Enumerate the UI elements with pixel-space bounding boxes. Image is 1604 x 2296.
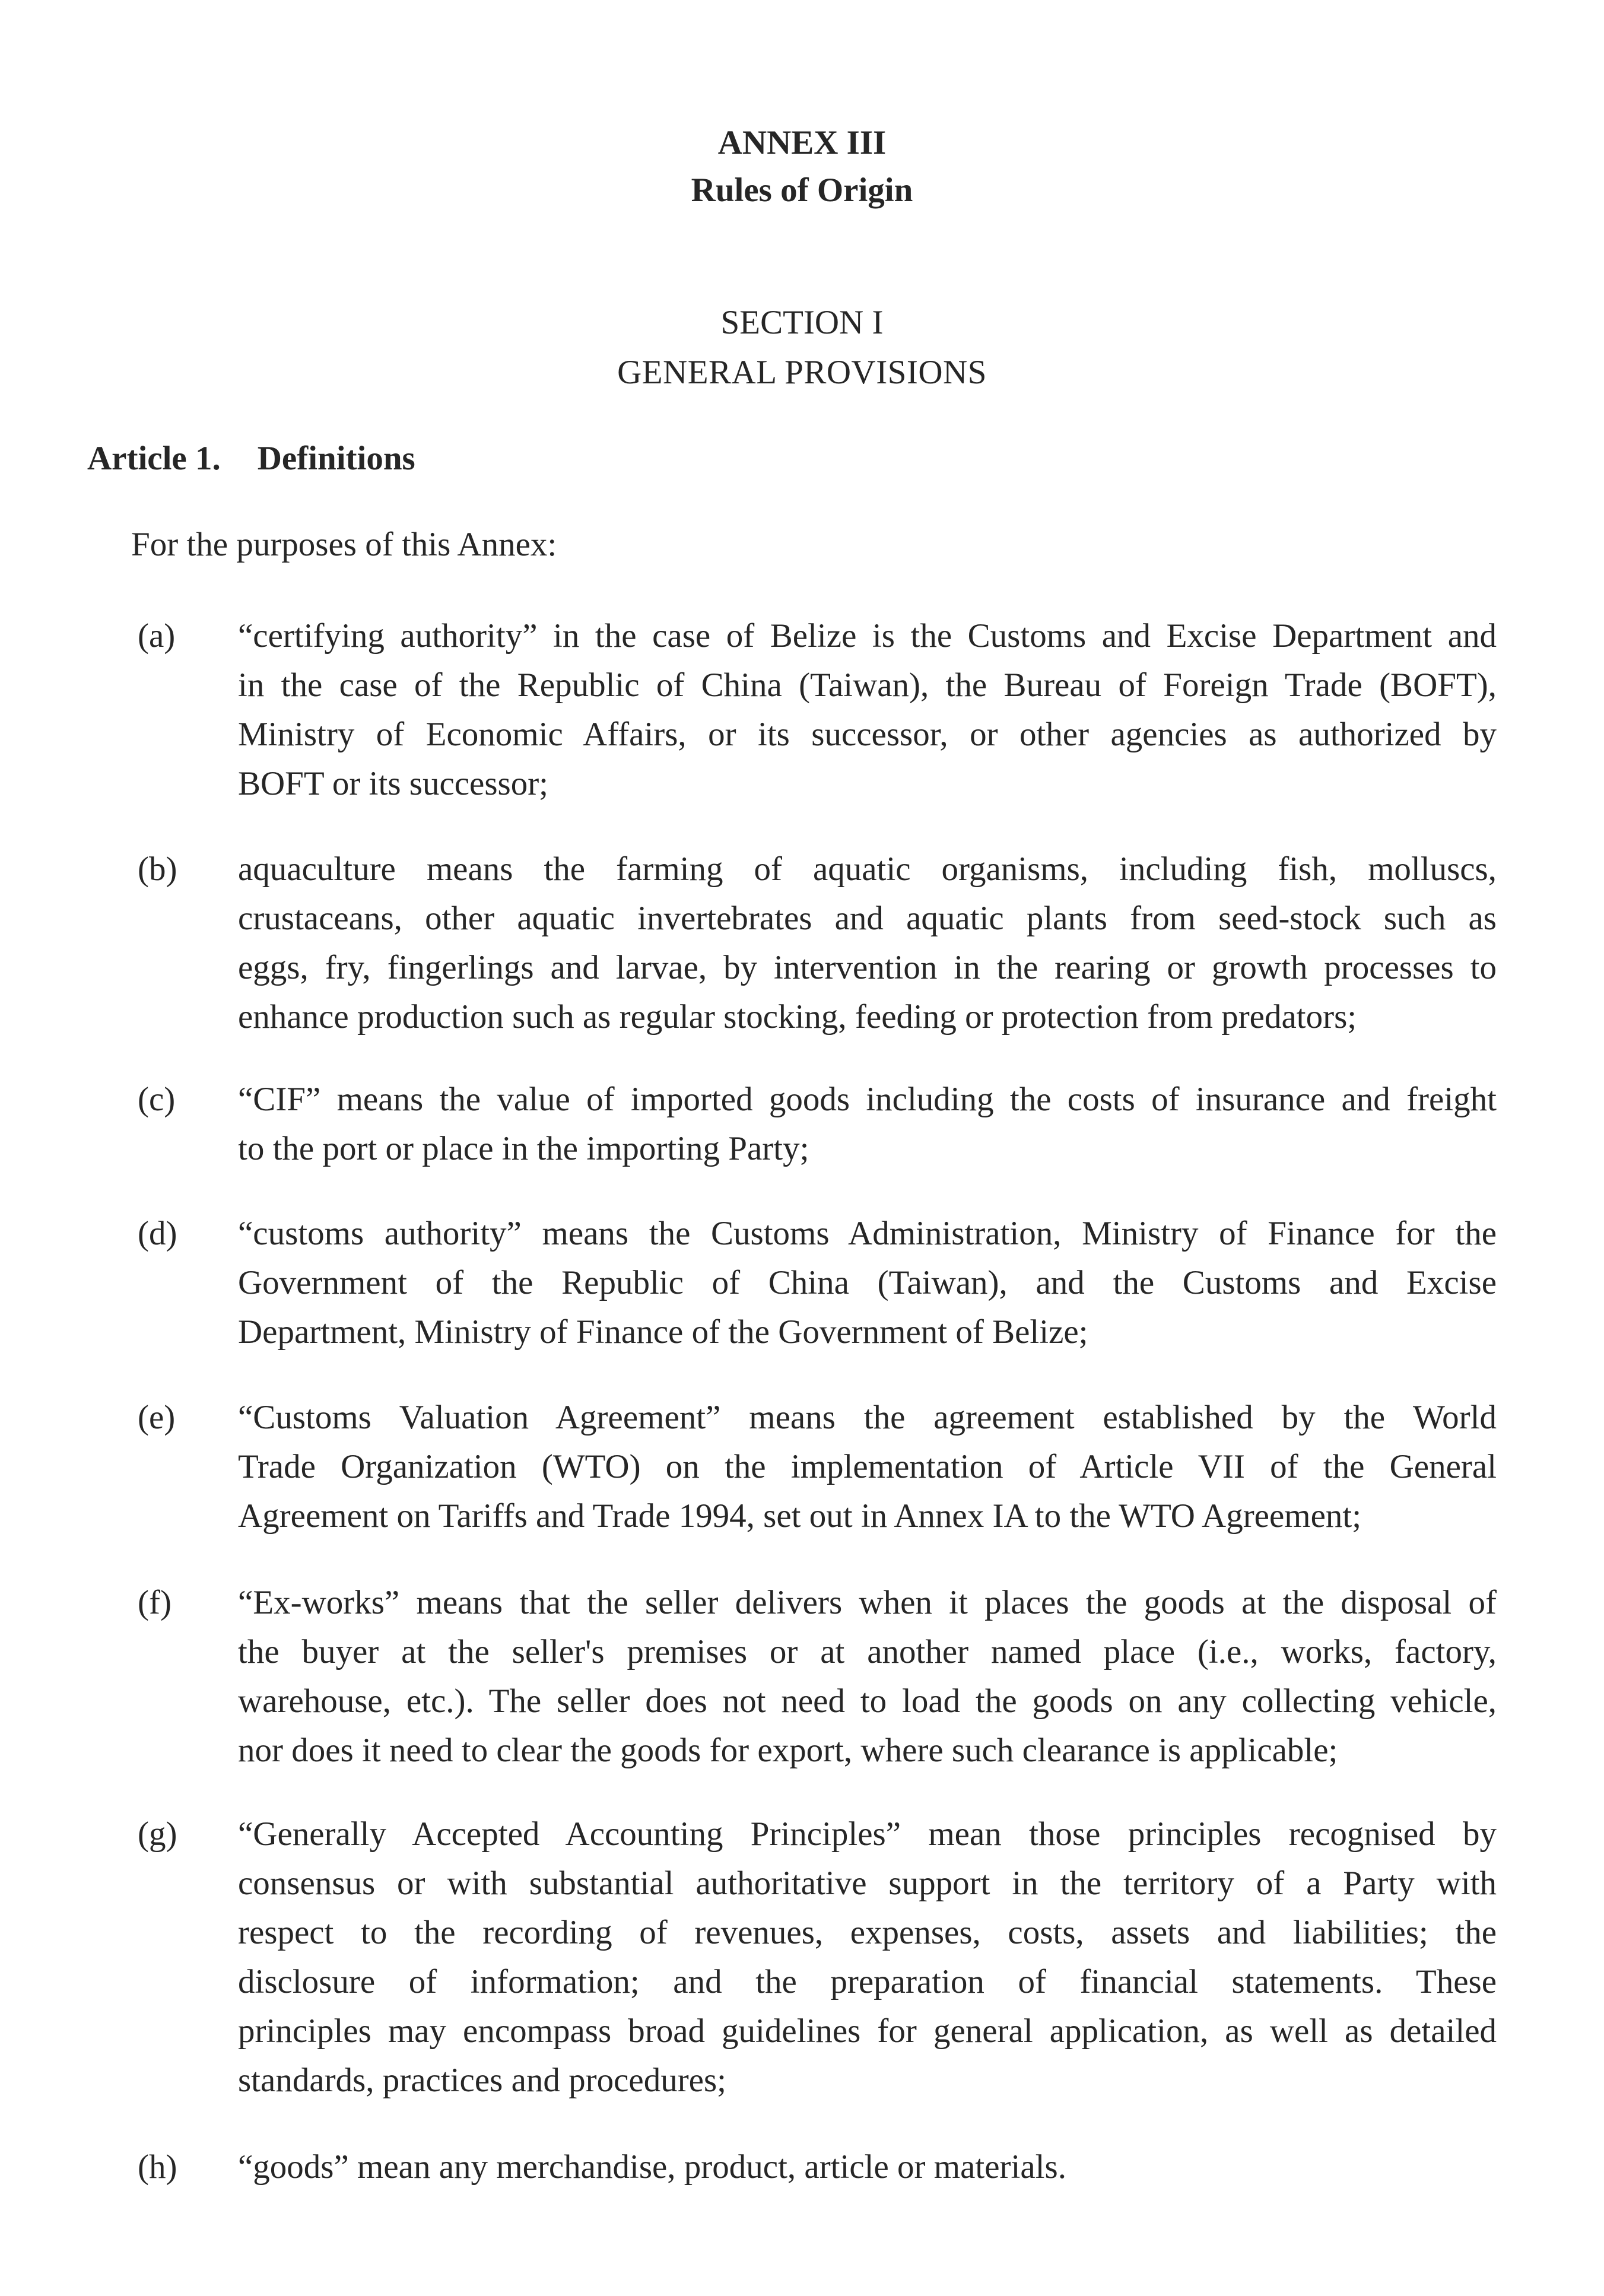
- definition-text-line: “Generally Accepted Accounting Principles” mean those principles recognised by: [238, 1815, 1497, 1853]
- definition-text-line: “goods” mean any merchandise, product, article or materials.: [238, 2148, 1066, 2186]
- definition-text-line: “certifying authority” in the case of Belize is the Customs and Excise Department and: [238, 617, 1497, 655]
- definition-text: [238, 1075, 1497, 1173]
- definition-text-line: the buyer at the seller's premises or at another named place (i.e., works, factory,: [238, 1633, 1497, 1671]
- annex-subtitle: Rules of Origin: [691, 172, 913, 209]
- definition-text-line: Agreement on Tariffs and Trade 1994, set out in Annex IA to the WTO Agreement;: [238, 1497, 1362, 1535]
- section-number: SECTION I: [720, 304, 884, 341]
- definition-label: (e): [138, 1399, 176, 1436]
- definition-text-line: aquaculture means the farming of aquatic organisms, including fish, molluscs,: [238, 850, 1497, 888]
- definition-text-line: standards, practices and procedures;: [238, 2062, 726, 2099]
- definition-text-line: in the case of the Republic of China (Taiwan), the Bureau of Foreign Trade (BOFT),: [238, 666, 1497, 704]
- definition-label: (d): [138, 1215, 177, 1252]
- definition-label: (b): [138, 850, 177, 888]
- article-heading: [87, 442, 415, 475]
- definition-label: (f): [138, 1584, 171, 1621]
- definition-text-line: warehouse, etc.). The seller does not need to load the goods on any collecting vehicle,: [238, 1682, 1497, 1720]
- definition-label: (c): [138, 1081, 176, 1118]
- definition-text-line: respect to the recording of revenues, expenses, costs, assets and liabilities; the: [238, 1914, 1497, 1951]
- definition-text-line: to the port or place in the importing Party;: [238, 1130, 809, 1167]
- definition-text-line: BOFT or its successor;: [238, 765, 549, 802]
- definition-text-line: “CIF” means the value of imported goods including the costs of insurance and freight: [238, 1081, 1497, 1118]
- definition-text-line: “customs authority” means the Customs Administration, Ministry of Finance for the: [238, 1215, 1497, 1252]
- definition-text-line: Government of the Republic of China (Taiwan), and the Customs and Excise: [238, 1264, 1497, 1301]
- definition-text-line: disclosure of information; and the preparation of financial statements. These: [238, 1963, 1497, 2000]
- definition-text: [238, 844, 1497, 1041]
- section-title: GENERAL PROVISIONS: [617, 354, 987, 391]
- definition-label: (g): [138, 1815, 177, 1853]
- definition-text: [238, 1209, 1497, 1357]
- article-number: Article 1.: [87, 440, 221, 477]
- definition-text: [238, 2142, 1497, 2192]
- definition-text-line: crustaceans, other aquatic invertebrates and aquatic plants from seed-stock such as: [238, 900, 1497, 937]
- definition-label: (a): [138, 617, 176, 655]
- definition-text-line: principles may encompass broad guidelines for general application, as well as detailed: [238, 2012, 1497, 2050]
- annex-title: ANNEX III: [717, 124, 887, 161]
- definition-text-line: Trade Organization (WTO) on the implementation of Article VII of the General: [238, 1448, 1497, 1485]
- article-title: Definitions: [257, 440, 415, 477]
- definition-text: [238, 1809, 1497, 2105]
- definition-text: [238, 1393, 1497, 1541]
- definition-text: [238, 611, 1497, 808]
- definition-label: (h): [138, 2148, 177, 2186]
- definition-text-line: nor does it need to clear the goods for export, where such clearance is applicable;: [238, 1732, 1338, 1769]
- definition-text-line: “Customs Valuation Agreement” means the agreement established by the World: [238, 1399, 1497, 1436]
- definition-text-line: eggs, fry, fingerlings and larvae, by intervention in the rearing or growth processes to: [238, 949, 1497, 986]
- definition-text-line: enhance production such as regular stocking, feeding or protection from predators;: [238, 998, 1357, 1036]
- definition-text-line: Ministry of Economic Affairs, or its successor, or other agencies as authorized by: [238, 716, 1497, 753]
- definition-text: [238, 1578, 1497, 1775]
- definition-text-line: consensus or with substantial authoritative support in the territory of a Party with: [238, 1865, 1497, 1902]
- article-intro: For the purposes of this Annex:: [131, 526, 557, 563]
- definition-text-line: “Ex-works” means that the seller delivers when it places the goods at the disposal of: [238, 1584, 1497, 1621]
- definition-text-line: Department, Ministry of Finance of the Government of Belize;: [238, 1313, 1088, 1351]
